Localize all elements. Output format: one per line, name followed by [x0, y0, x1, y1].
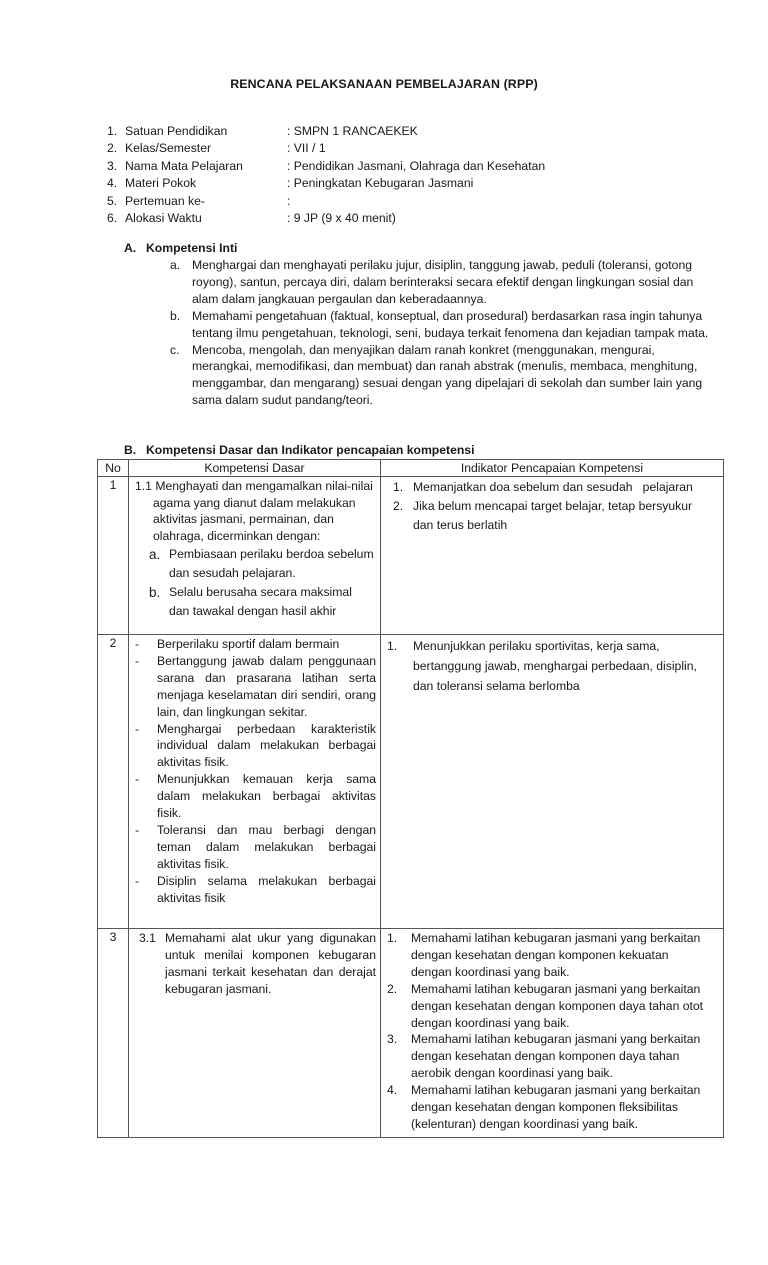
identity-value: :	[287, 193, 291, 208]
section-kompetensi-inti	[124, 240, 714, 409]
kd-cell	[129, 929, 381, 1138]
indicator-text: Memahami latihan kebugaran jasmani yang berkaitan dengan kesehatan dengan komponen kekuatan dengan koordinasi yang baik.	[411, 931, 701, 979]
identity-row	[107, 158, 667, 175]
indicator-text: Memahami latihan kebugaran jasmani yang berkaitan dengan kesehatan dengan komponen daya tahan aerobik dengan koordinasi yang baik.	[411, 1032, 701, 1081]
item-text: Mencoba, mengolah, dan menyajikan dalam ranah konkret (menggunakan, mengurai, merangkai, memodifikasi, dan membuat) dan ranah abstrak (menulis, membaca, menghitung, menggambar, dan mengarang) sesuai dengan yang dipelajari di sekolah dan sumber lain yang sama dalam sudut pandang/teori.	[192, 342, 703, 408]
identity-label: Pertemuan ke-	[125, 193, 205, 208]
kd-dash-item	[133, 653, 376, 721]
item-letter: c.	[170, 342, 180, 357]
subitem-letter: b.	[149, 585, 161, 601]
kd-cell	[129, 635, 381, 929]
kompetensi-table	[97, 459, 724, 1138]
row-number: 1	[98, 477, 129, 635]
subitem-text: Pembiasaan perilaku berdoa sebelum dan sesudah pelajaran.	[169, 547, 374, 581]
dash-text: Toleransi dan mau berbagi dengan teman dalam melakukan berbagai aktivitas fisik.	[157, 822, 376, 871]
list-item	[170, 308, 714, 342]
identity-row	[107, 123, 667, 140]
dash-text: Disiplin selama melakukan berbagai aktivitas fisik	[157, 873, 376, 905]
kd-subitem	[149, 583, 374, 621]
dash-marker: -	[135, 653, 140, 668]
item-letter: b.	[170, 308, 181, 323]
indicator-item	[387, 981, 709, 1032]
kompetensi-inti-list	[170, 257, 714, 409]
identity-value: : Peningkatan Kebugaran Jasmani	[287, 176, 474, 191]
identity-value: : SMPN 1 RANCAEKEK	[287, 124, 418, 138]
indicator-text: Menunjukkan perilaku sportivitas, kerja sama, bertanggung jawab, menghargai perbedaan, disiplin, dan toleransi selama berlomba	[413, 639, 697, 693]
identity-number: 6.	[107, 210, 118, 225]
table-row	[98, 477, 724, 635]
indicator-cell	[381, 635, 724, 929]
dash-text: Menunjukkan kemauan kerja sama dalam melakukan berbagai aktivitas fisik.	[157, 772, 376, 821]
row-number: 3	[98, 929, 129, 1138]
indicator-number: 2.	[393, 499, 404, 513]
identity-label: Kelas/Semester	[125, 141, 212, 156]
identity-row	[107, 210, 667, 227]
table-row	[98, 635, 724, 929]
indicator-number: 2.	[387, 981, 398, 996]
dash-text: Bertanggung jawab dalam penggunaan sarana dan prasarana latihan serta menjaga keselamatan diri sendiri, orang lain, dan lingkungan sekitar.	[157, 653, 376, 719]
indicator-item	[387, 636, 709, 696]
indicator-item	[387, 1082, 709, 1133]
list-item	[170, 342, 714, 410]
table-header-row	[98, 460, 724, 477]
indicator-cell	[381, 929, 724, 1138]
identity-number: 4.	[107, 176, 118, 191]
identity-number: 5.	[107, 193, 118, 208]
kd-dash-item	[133, 636, 376, 653]
kd-text: 1.1 Menghayati dan mengamalkan nilai-nilai agama yang dianut dalam melakukan aktivitas jasmani, permainan, dan olahraga, dicerminkan dengan:	[135, 479, 373, 543]
table-row	[98, 929, 724, 1138]
dash-text: Menghargai perbedaan karakteristik individual dalam melakukan berbagai aktivitas fisik.	[157, 721, 376, 770]
item-text: Memahami pengetahuan (faktual, konseptual, dan prosedural) berdasarkan rasa ingin tahunya tentang ilmu pengetahuan, teknologi, seni, budaya terkait fenomena dan kejadian tampak mata.	[192, 308, 709, 340]
dash-marker: -	[135, 772, 140, 787]
subitem-letter: a.	[149, 547, 161, 563]
item-letter: a.	[170, 258, 181, 272]
dash-marker: -	[135, 721, 140, 736]
header-indikator: Indikator Pencapaian Kompetensi	[381, 460, 724, 477]
indicator-item	[393, 497, 709, 535]
identity-value: : Pendidikan Jasmani, Olahraga dan Kesehatan	[287, 158, 546, 173]
indicator-number: 4.	[387, 1083, 398, 1098]
kd-dash-item	[133, 721, 376, 772]
indicator-number: 1.	[387, 931, 398, 945]
identity-label: Alokasi Waktu	[125, 210, 202, 225]
kd-dash-item	[133, 873, 376, 907]
identity-number: 3.	[107, 158, 118, 173]
indicator-text: Jika belum mencapai target belajar, tetap bersyukur dan terus berlatih	[413, 499, 693, 532]
kd-dash-item	[133, 771, 376, 822]
indicator-text: Memahami latihan kebugaran jasmani yang berkaitan dengan kesehatan dengan komponen fleksibilitas (kelenturan) dengan koordinasi yang baik.	[411, 1083, 701, 1131]
indicator-number: 3.	[387, 1032, 398, 1047]
section-letter: A.	[124, 241, 137, 255]
dash-marker: -	[135, 637, 140, 651]
dash-text: Berperilaku sportif dalam bermain	[157, 637, 340, 651]
kd-dash-item	[133, 822, 376, 873]
kd-text: Memahami alat ukur yang digunakan untuk menilai komponen kebugaran jasmani terkait kesehatan dan derajat kebugaran jasmani.	[165, 931, 376, 996]
indicator-number: 1.	[387, 639, 398, 653]
identity-label: Nama Mata Pelajaran	[125, 158, 243, 173]
identity-list	[107, 123, 667, 227]
section-heading	[124, 240, 714, 257]
indicator-number: 1.	[393, 480, 404, 494]
kd-subitem	[149, 545, 374, 583]
identity-value: : 9 JP (9 x 40 menit)	[287, 210, 396, 225]
identity-label: Materi Pokok	[125, 176, 197, 191]
section-kompetensi-dasar-heading	[124, 442, 724, 459]
item-text: Menghargai dan menghayati perilaku jujur, disiplin, tanggung jawab, peduli (toleransi, gotong royong), santun, percaya diri, dalam berinteraksi secara efektif dengan lingkungan sosial dan alam dalam jangkauan pergaulan dan keberadaannya.	[192, 258, 694, 306]
identity-row	[107, 175, 667, 192]
section-title: Kompetensi Inti	[146, 241, 238, 255]
identity-row	[107, 140, 667, 157]
header-kompetensi-dasar: Kompetensi Dasar	[129, 460, 381, 477]
identity-number: 1.	[107, 124, 118, 138]
indicator-item	[387, 930, 709, 981]
header-no: No	[98, 460, 129, 477]
dash-marker: -	[135, 822, 140, 837]
kd-number: 3.1	[139, 931, 156, 945]
page-title: RENCANA PELAKSANAAN PEMBELAJARAN (RPP)	[230, 77, 538, 91]
row-number: 2	[98, 635, 129, 929]
identity-label: Satuan Pendidikan	[125, 124, 228, 138]
indicator-item	[393, 478, 709, 497]
list-item	[170, 257, 714, 308]
section-letter: B.	[124, 443, 137, 457]
indicator-text: Memanjatkan doa sebelum dan sesudah pelajaran	[413, 480, 693, 494]
dash-marker: -	[135, 873, 140, 888]
identity-row	[107, 193, 667, 210]
identity-value: : VII / 1	[287, 141, 326, 156]
indicator-cell	[381, 477, 724, 635]
identity-number: 2.	[107, 141, 118, 156]
kd-cell	[129, 477, 381, 635]
indicator-text: Memahami latihan kebugaran jasmani yang berkaitan dengan kesehatan dengan komponen daya tahan otot dengan koordinasi yang baik.	[411, 981, 704, 1030]
indicator-item	[387, 1031, 709, 1082]
section-title: Kompetensi Dasar dan Indikator pencapaian kompetensi	[146, 443, 475, 457]
subitem-text: Selalu berusaha secara maksimal dan tawakal dengan hasil akhir	[169, 585, 352, 619]
